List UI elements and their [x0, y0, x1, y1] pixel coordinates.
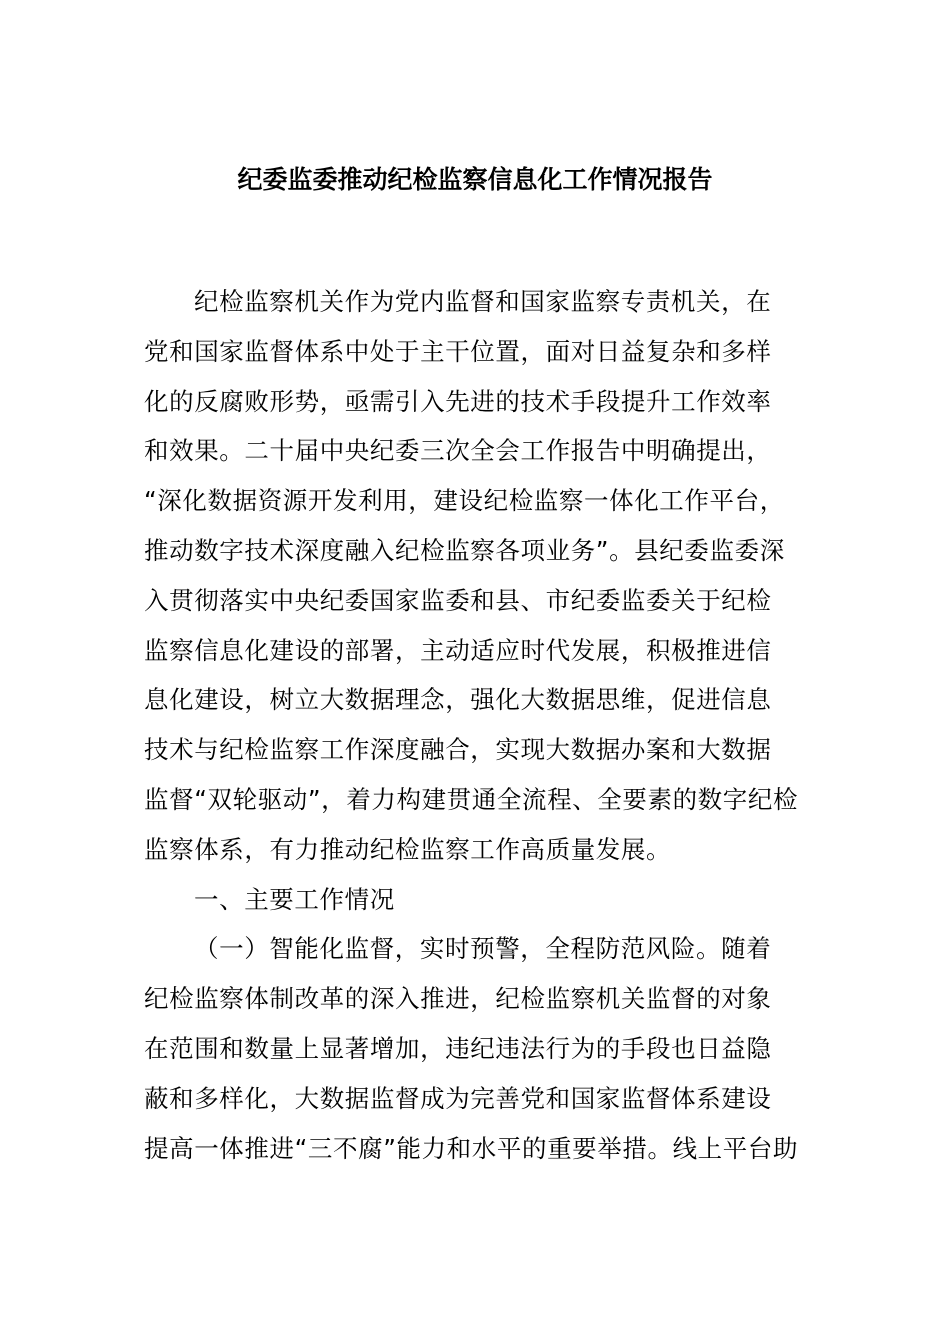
document-body	[144, 277, 806, 1173]
paragraph-line: 推动数字技术深度融入纪检监察各项业务”。县纪委监委深	[144, 535, 785, 565]
paragraph-line: “深化数据资源开发利用，建设纪检监察一体化工作平台，	[144, 486, 785, 516]
section-heading: 一、主要工作情况	[194, 884, 395, 914]
paragraph-line: 在范围和数量上显著增加，违纪违法行为的手段也日益隐	[144, 1033, 772, 1063]
paragraph-line: 技术与纪检监察工作深度融合，实现大数据办案和大数据	[144, 735, 772, 765]
paragraph-line: （一）智能化监督，实时预警，全程防范风险。随着	[194, 934, 772, 964]
paragraph-line: 提高一体推进“三不腐”能力和水平的重要举措。线上平台助	[144, 1133, 799, 1163]
paragraph-line: 党和国家监督体系中处于主干位置，面对日益复杂和多样	[144, 336, 772, 366]
paragraph-line: 入贯彻落实中央纪委国家监委和县、市纪委监委关于纪检	[144, 585, 772, 615]
paragraph-line: 化的反腐败形势，亟需引入先进的技术手段提升工作效率	[144, 386, 772, 416]
paragraph-line: 监察体系，有力推动纪检监察工作高质量发展。	[144, 834, 672, 864]
document-title: 纪委监委推动纪检监察信息化工作情况报告	[237, 165, 713, 194]
paragraph-line: 息化建设，树立大数据理念，强化大数据思维，促进信息	[144, 685, 772, 715]
paragraph-line: 纪检监察机关作为党内监督和国家监察专责机关，在	[194, 287, 772, 316]
paragraph-line: 蔽和多样化，大数据监督成为完善党和国家监督体系建设	[144, 1083, 772, 1113]
paragraph-line: 监察信息化建设的部署，主动适应时代发展，积极推进信	[144, 635, 772, 665]
paragraph-line: 纪检监察体制改革的深入推进，纪检监察机关监督的对象	[144, 984, 772, 1014]
paragraph-line: 和效果。二十届中央纪委三次全会工作报告中明确提出，	[144, 436, 772, 466]
paragraph-line: 监督“双轮驱动”，着力构建贯通全流程、全要素的数字纪检	[144, 784, 799, 814]
